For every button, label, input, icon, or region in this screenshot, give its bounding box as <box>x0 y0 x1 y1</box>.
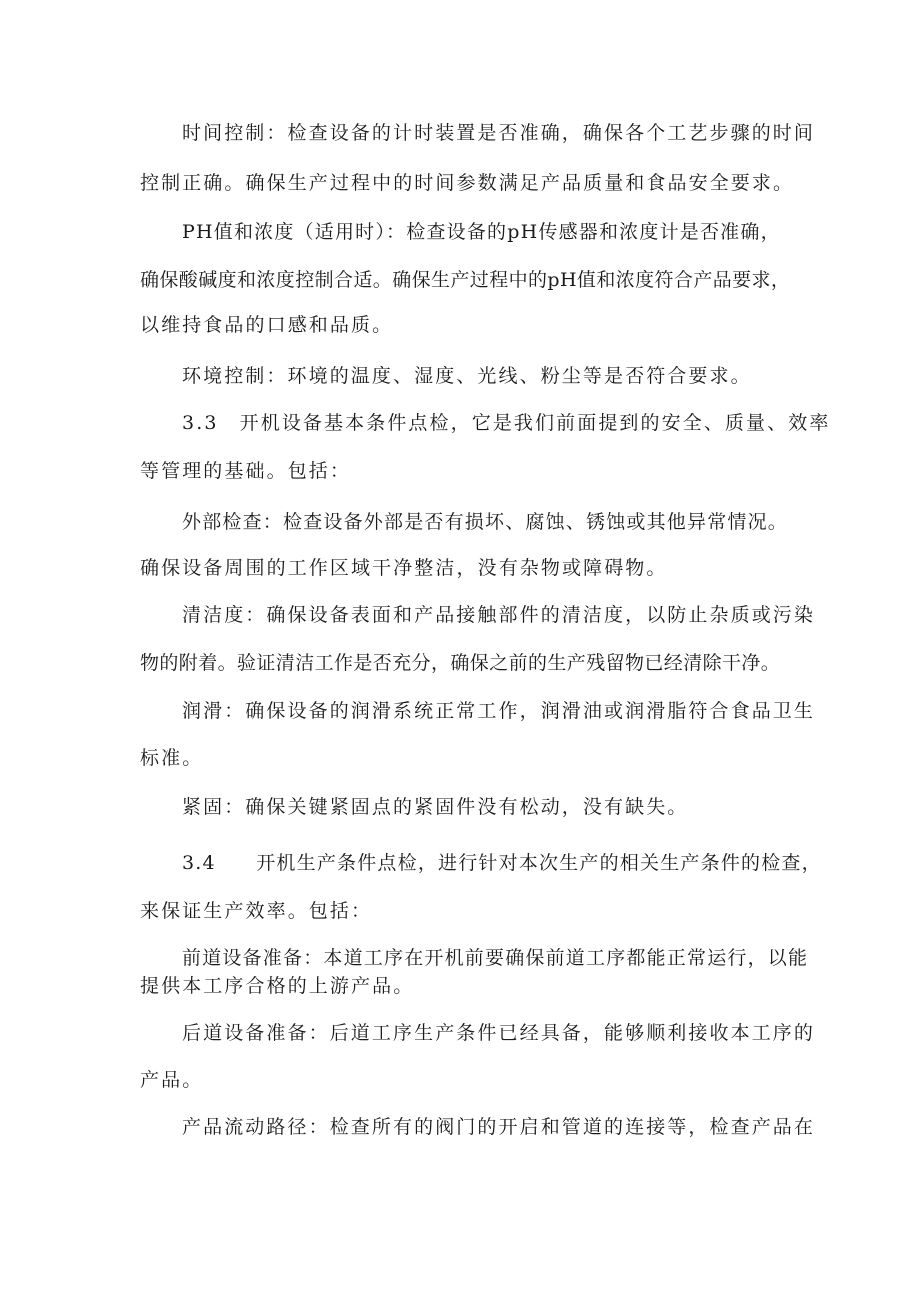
paragraph-lubrication-line-2: 标准。 <box>140 747 204 769</box>
paragraph-downstream-prep-line-2: 产品。 <box>140 1069 204 1091</box>
paragraph-external-check-line-2: 确保设备周围的工作区域干净整洁，没有杂物或障碍物。 <box>140 557 668 579</box>
paragraph-ph-line-3: 以维持食品的口感和品质。 <box>140 314 394 336</box>
paragraph-upstream-prep-line-1: 前道设备准备：本道工序在开机前要确保前道工序都能正常运行，以能 <box>182 947 809 969</box>
paragraph-downstream-prep-line-1: 后道设备准备：后道工序生产条件已经具备，能够顺利接收本工序的 <box>182 1022 816 1044</box>
paragraph-fastening-line-1: 紧固：确保关键紧固点的紧固件没有松动，没有缺失。 <box>182 796 689 818</box>
section-3-4-line-1: 3.4 开机生产条件点检，进行针对本次生产的相关生产条件的检查， <box>182 852 822 874</box>
paragraph-product-flow-line-1: 产品流动路径：检查所有的阀门的开启和管道的连接等，检查产品在 <box>182 1116 816 1138</box>
section-3-3-line-1: 3.3 开机设备基本条件点检，它是我们前面提到的安全、质量、效率 <box>182 412 831 434</box>
paragraph-ph-line-2: 确保酸碱度和浓度控制合适。确保生产过程中的pH值和浓度符合产品要求， <box>140 269 791 291</box>
paragraph-environment-line-1: 环境控制：环境的温度、湿度、光线、粉尘等是否符合要求。 <box>182 365 752 387</box>
paragraph-lubrication-line-1: 润滑：确保设备的润滑系统正常工作，润滑油或润滑脂符合食品卫生 <box>182 700 816 722</box>
section-3-3-line-2: 等管理的基础。包括： <box>140 460 352 482</box>
paragraph-upstream-prep-line-2: 提供本工序合格的上游产品。 <box>140 975 415 997</box>
paragraph-time-control-line-2: 控制正确。确保生产过程中的时间参数满足产品质量和食品安全要求。 <box>140 172 795 194</box>
paragraph-time-control-line-1: 时间控制：检查设备的计时装置是否准确，确保各个工艺步骤的时间 <box>182 122 816 144</box>
paragraph-external-check-line-1: 外部检查：检查设备外部是否有损坏、腐蚀、锈蚀或其他异常情况。 <box>182 511 789 533</box>
paragraph-cleanliness-line-1: 清洁度：确保设备表面和产品接触部件的清洁度，以防止杂质或污染 <box>182 604 816 626</box>
paragraph-cleanliness-line-2: 物的附着。验证清洁工作是否充分，确保之前的生产残留物已经清除干净。 <box>140 652 781 674</box>
paragraph-ph-line-1: PH值和浓度（适用时）：检查设备的pH传感器和浓度计是否准确， <box>182 221 781 243</box>
section-3-4-line-2: 来保证生产效率。包括： <box>140 900 373 922</box>
